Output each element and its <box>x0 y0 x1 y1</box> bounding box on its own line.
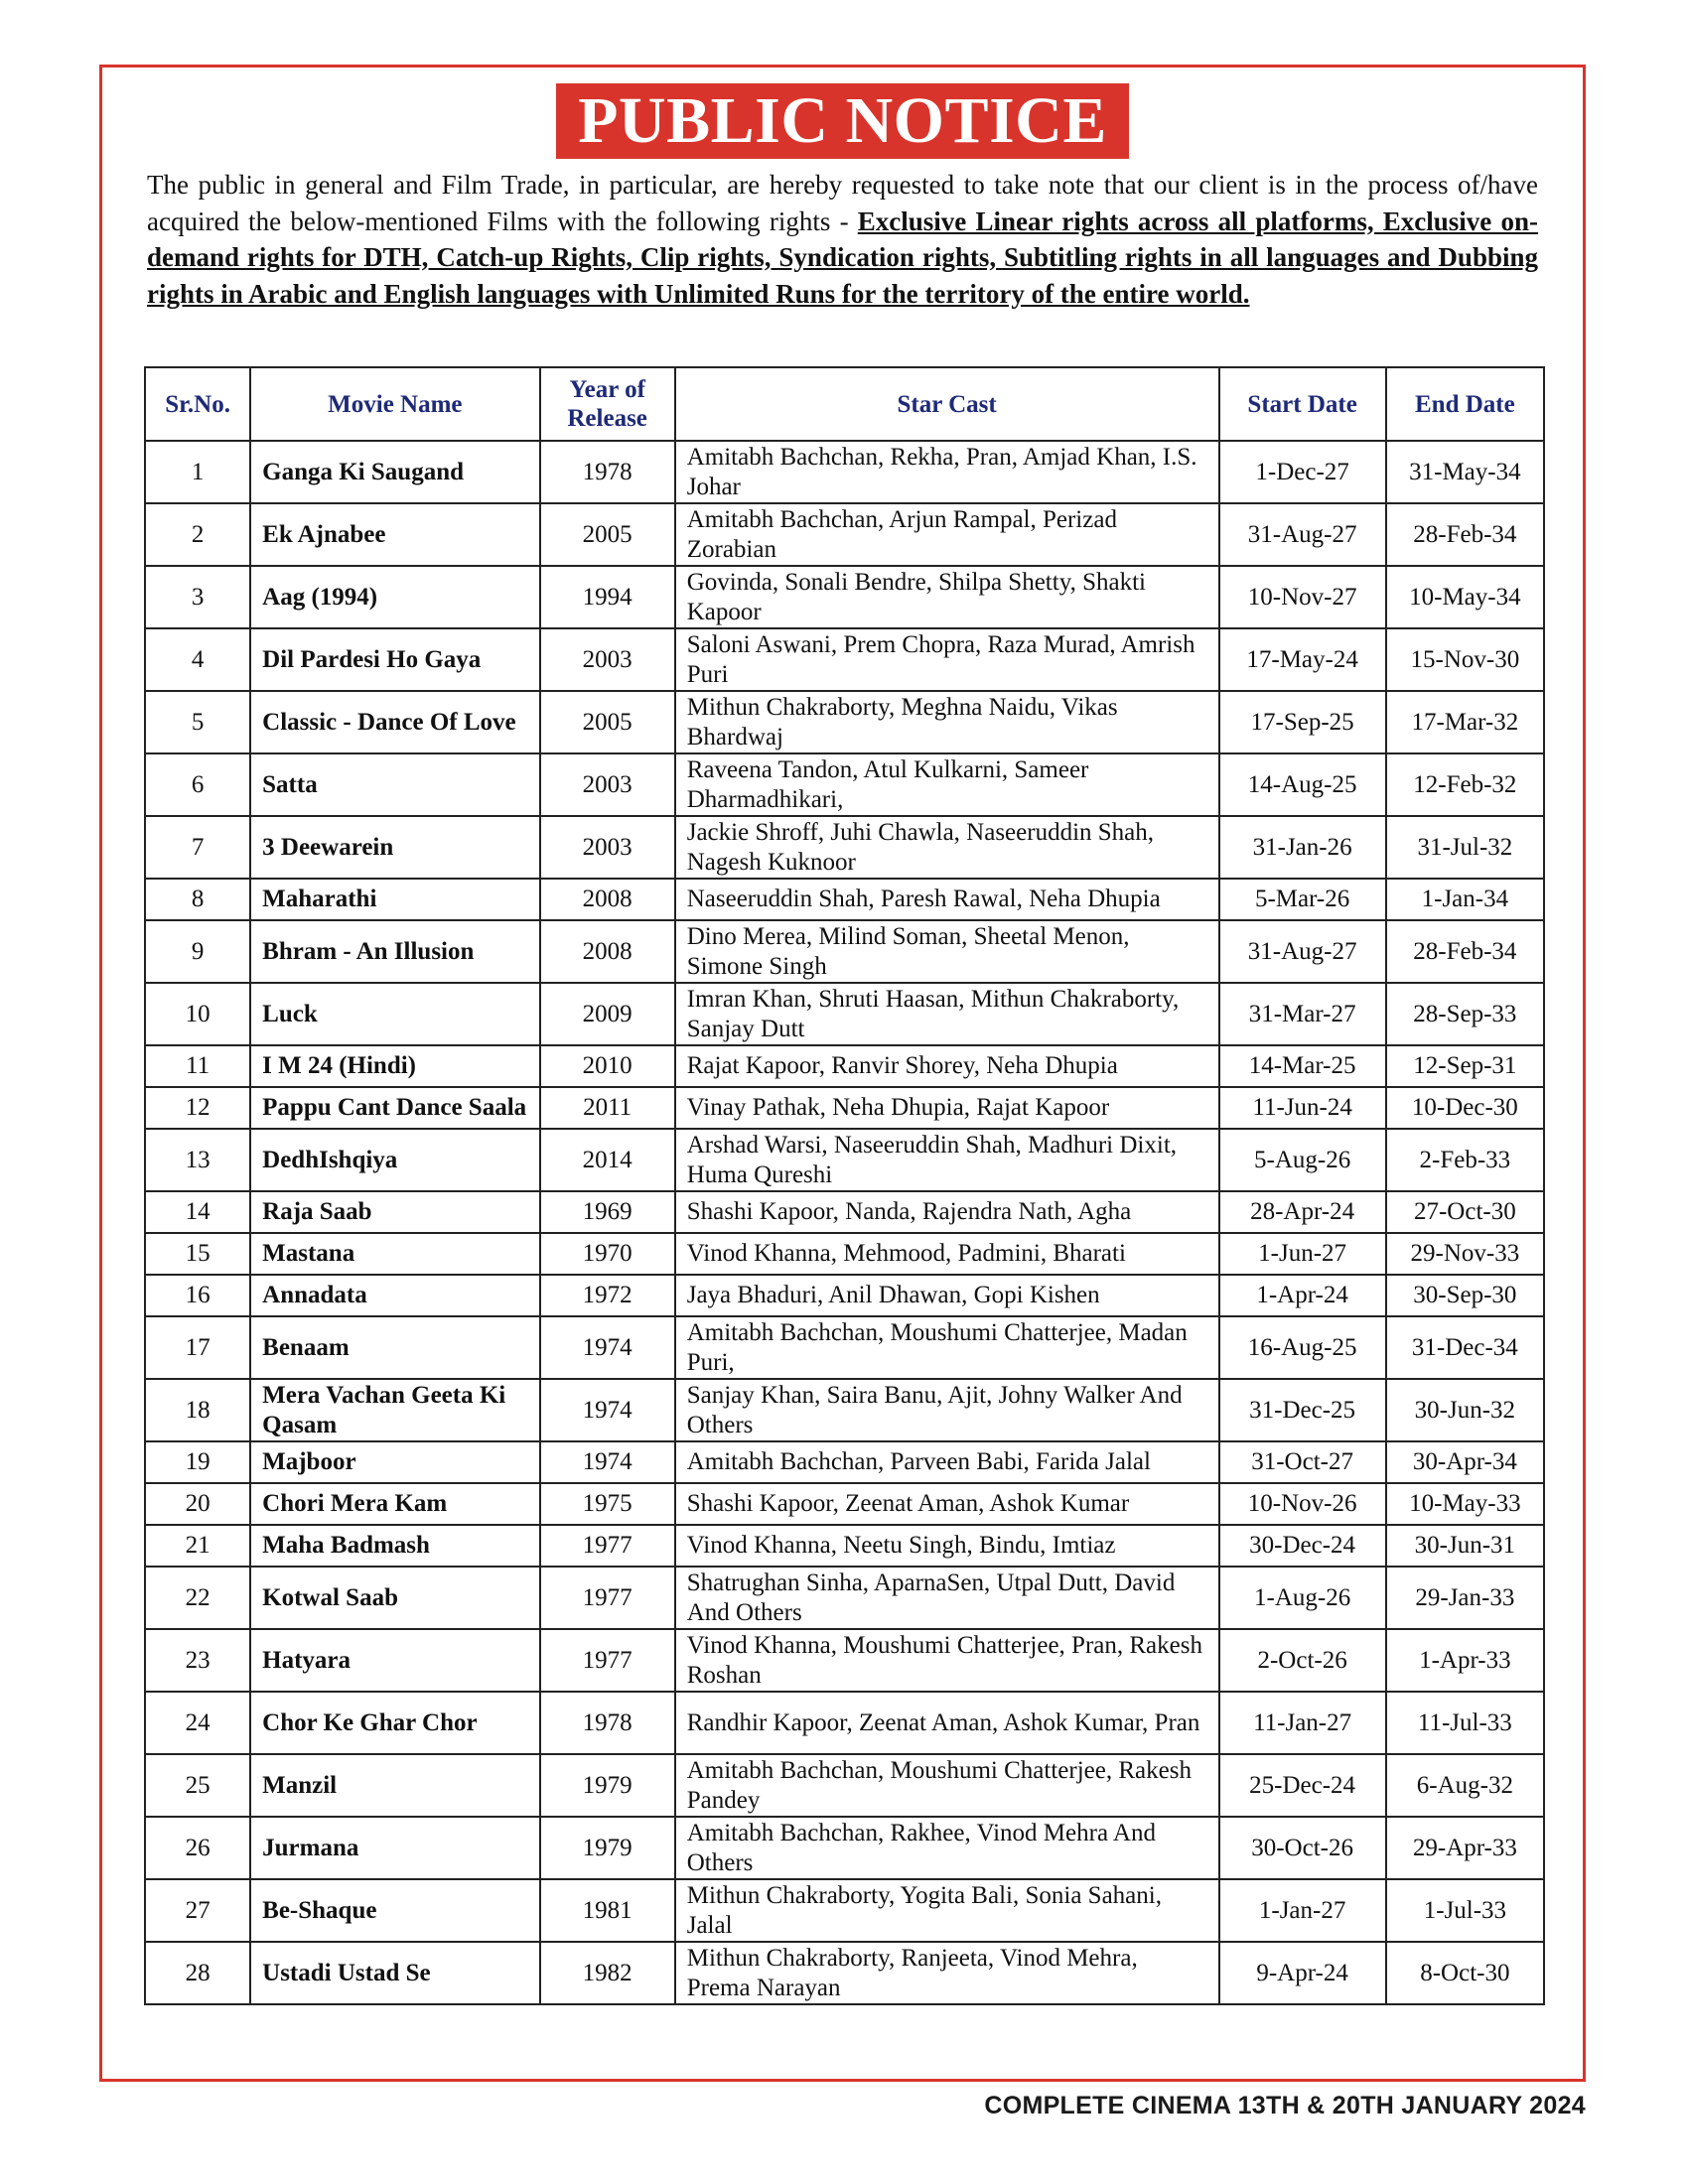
year-cell: 1981 <box>540 1879 675 1942</box>
rights-text: Exclusive Linear rights across all platforms, Exclusive on-demand rights for DTH, Catch-up Rights, Clip rights, Syndication rights, Subtitling rights in all languages and Dubbing rights in Arabic and English languages with Unlimited Runs for the territory of the entire world. <box>147 205 1539 309</box>
table-row <box>145 1045 1544 1087</box>
table-row <box>145 1879 1544 1942</box>
start-date-cell: 5-Mar-26 <box>1219 879 1386 920</box>
end-date-cell: 31-May-34 <box>1386 441 1544 503</box>
sr-no-cell: 25 <box>145 1754 250 1817</box>
star-cast-cell: Amitabh Bachchan, Parveen Babi, Farida Jalal <box>675 1441 1219 1483</box>
end-date-cell: 28-Feb-34 <box>1386 920 1544 983</box>
year-cell: 1972 <box>540 1275 675 1316</box>
sr-no-cell: 3 <box>145 566 250 628</box>
year-cell: 2003 <box>540 816 675 879</box>
year-cell: 2008 <box>540 879 675 920</box>
star-cast-cell: Jaya Bhaduri, Anil Dhawan, Gopi Kishen <box>675 1275 1219 1316</box>
start-date-cell: 1-Dec-27 <box>1219 441 1386 503</box>
star-cast-cell: Vinay Pathak, Neha Dhupia, Rajat Kapoor <box>675 1087 1219 1129</box>
star-cast-cell: Vinod Khanna, Neetu Singh, Bindu, Imtiaz <box>675 1525 1219 1567</box>
movie-name-cell: Luck <box>250 983 539 1045</box>
notice-title: PUBLIC NOTICE <box>556 83 1129 159</box>
table-row <box>145 1087 1544 1129</box>
end-date-cell: 29-Jan-33 <box>1386 1567 1544 1629</box>
sr-no-cell: 17 <box>145 1316 250 1379</box>
films-table-body <box>145 441 1544 2004</box>
header-year-of-release: Year of Release <box>540 367 675 441</box>
sr-no-cell: 24 <box>145 1692 250 1754</box>
movie-name-cell: Kotwal Saab <box>250 1567 539 1629</box>
header-movie-name: Movie Name <box>250 367 539 441</box>
year-cell: 1977 <box>540 1567 675 1629</box>
start-date-cell: 14-Mar-25 <box>1219 1045 1386 1087</box>
year-cell: 2011 <box>540 1087 675 1129</box>
sr-no-cell: 21 <box>145 1525 250 1567</box>
table-row <box>145 1692 1544 1754</box>
end-date-cell: 10-May-33 <box>1386 1483 1544 1525</box>
star-cast-cell: Vinod Khanna, Moushumi Chatterjee, Pran, Rakesh Roshan <box>675 1629 1219 1692</box>
year-cell: 1977 <box>540 1525 675 1567</box>
star-cast-cell: Govinda, Sonali Bendre, Shilpa Shetty, Shakti Kapoor <box>675 566 1219 628</box>
start-date-cell: 11-Jan-27 <box>1219 1692 1386 1754</box>
start-date-cell: 1-Jun-27 <box>1219 1233 1386 1275</box>
year-cell: 2009 <box>540 983 675 1045</box>
end-date-cell: 28-Feb-34 <box>1386 503 1544 566</box>
sr-no-cell: 23 <box>145 1629 250 1692</box>
movie-name-cell: Ganga Ki Saugand <box>250 441 539 503</box>
star-cast-cell: Shashi Kapoor, Nanda, Rajendra Nath, Agha <box>675 1191 1219 1233</box>
start-date-cell: 31-Aug-27 <box>1219 920 1386 983</box>
star-cast-cell: Mithun Chakraborty, Meghna Naidu, Vikas Bhardwaj <box>675 691 1219 753</box>
header-star-cast: Star Cast <box>675 367 1219 441</box>
end-date-cell: 12-Sep-31 <box>1386 1045 1544 1087</box>
year-cell: 1978 <box>540 1692 675 1754</box>
movie-name-cell: Mera Vachan Geeta Ki Qasam <box>250 1379 539 1441</box>
movie-name-cell: Maha Badmash <box>250 1525 539 1567</box>
star-cast-cell: Vinod Khanna, Mehmood, Padmini, Bharati <box>675 1233 1219 1275</box>
star-cast-cell: Sanjay Khan, Saira Banu, Ajit, Johny Walker And Others <box>675 1379 1219 1441</box>
start-date-cell: 9-Apr-24 <box>1219 1942 1386 2004</box>
year-cell: 2005 <box>540 503 675 566</box>
sr-no-cell: 12 <box>145 1087 250 1129</box>
start-date-cell: 28-Apr-24 <box>1219 1191 1386 1233</box>
sr-no-cell: 6 <box>145 753 250 816</box>
table-row <box>145 1817 1544 1879</box>
movie-name-cell: 3 Deewarein <box>250 816 539 879</box>
end-date-cell: 30-Apr-34 <box>1386 1441 1544 1483</box>
year-cell: 1979 <box>540 1817 675 1879</box>
start-date-cell: 11-Jun-24 <box>1219 1087 1386 1129</box>
table-row <box>145 753 1544 816</box>
table-row <box>145 1379 1544 1441</box>
sr-no-cell: 26 <box>145 1817 250 1879</box>
year-cell: 1994 <box>540 566 675 628</box>
start-date-cell: 17-May-24 <box>1219 628 1386 691</box>
start-date-cell: 10-Nov-27 <box>1219 566 1386 628</box>
start-date-cell: 31-Oct-27 <box>1219 1441 1386 1483</box>
intro-text: The public in general and Film Trade, in particular, are hereby requested to take note that our client is in the process of/have acquired the below-mentioned Films with the following rights - <box>147 170 1538 236</box>
year-cell: 1969 <box>540 1191 675 1233</box>
table-row <box>145 691 1544 753</box>
table-row <box>145 1567 1544 1629</box>
star-cast-cell: Naseeruddin Shah, Paresh Rawal, Neha Dhupia <box>675 879 1219 920</box>
movie-name-cell: Pappu Cant Dance Saala <box>250 1087 539 1129</box>
year-cell: 2010 <box>540 1045 675 1087</box>
start-date-cell: 14-Aug-25 <box>1219 753 1386 816</box>
start-date-cell: 1-Jan-27 <box>1219 1879 1386 1942</box>
start-date-cell: 5-Aug-26 <box>1219 1129 1386 1191</box>
sr-no-cell: 19 <box>145 1441 250 1483</box>
table-row <box>145 1629 1544 1692</box>
star-cast-cell: Mithun Chakraborty, Yogita Bali, Sonia Sahani, Jalal <box>675 1879 1219 1942</box>
start-date-cell: 31-Mar-27 <box>1219 983 1386 1045</box>
table-row <box>145 1525 1544 1567</box>
end-date-cell: 6-Aug-32 <box>1386 1754 1544 1817</box>
year-cell: 2014 <box>540 1129 675 1191</box>
star-cast-cell: Amitabh Bachchan, Rakhee, Vinod Mehra And Others <box>675 1817 1219 1879</box>
start-date-cell: 10-Nov-26 <box>1219 1483 1386 1525</box>
year-cell: 1974 <box>540 1441 675 1483</box>
star-cast-cell: Amitabh Bachchan, Rekha, Pran, Amjad Khan, I.S. Johar <box>675 441 1219 503</box>
sr-no-cell: 20 <box>145 1483 250 1525</box>
start-date-cell: 30-Oct-26 <box>1219 1817 1386 1879</box>
end-date-cell: 11-Jul-33 <box>1386 1692 1544 1754</box>
start-date-cell: 1-Apr-24 <box>1219 1275 1386 1316</box>
header-sr-no: Sr.No. <box>145 367 250 441</box>
publication-footer: COMPLETE CINEMA 13TH & 20TH JANUARY 2024 <box>984 2092 1586 2119</box>
start-date-cell: 2-Oct-26 <box>1219 1629 1386 1692</box>
sr-no-cell: 16 <box>145 1275 250 1316</box>
movie-name-cell: Aag (1994) <box>250 566 539 628</box>
star-cast-cell: Imran Khan, Shruti Haasan, Mithun Chakraborty, Sanjay Dutt <box>675 983 1219 1045</box>
end-date-cell: 17-Mar-32 <box>1386 691 1544 753</box>
table-row <box>145 1191 1544 1233</box>
end-date-cell: 15-Nov-30 <box>1386 628 1544 691</box>
end-date-cell: 30-Sep-30 <box>1386 1275 1544 1316</box>
end-date-cell: 30-Jun-32 <box>1386 1379 1544 1441</box>
start-date-cell: 31-Dec-25 <box>1219 1379 1386 1441</box>
movie-name-cell: Jurmana <box>250 1817 539 1879</box>
sr-no-cell: 22 <box>145 1567 250 1629</box>
sr-no-cell: 15 <box>145 1233 250 1275</box>
intro-paragraph <box>147 167 1538 312</box>
movie-name-cell: DedhIshqiya <box>250 1129 539 1191</box>
year-cell: 2005 <box>540 691 675 753</box>
movie-name-cell: Majboor <box>250 1441 539 1483</box>
star-cast-cell: Amitabh Bachchan, Moushumi Chatterjee, Madan Puri, <box>675 1316 1219 1379</box>
start-date-cell: 17-Sep-25 <box>1219 691 1386 753</box>
sr-no-cell: 4 <box>145 628 250 691</box>
movie-name-cell: Satta <box>250 753 539 816</box>
star-cast-cell: Raveena Tandon, Atul Kulkarni, Sameer Dharmadhikari, <box>675 753 1219 816</box>
end-date-cell: 29-Nov-33 <box>1386 1233 1544 1275</box>
year-cell: 2003 <box>540 753 675 816</box>
start-date-cell: 25-Dec-24 <box>1219 1754 1386 1817</box>
sr-no-cell: 10 <box>145 983 250 1045</box>
table-row <box>145 983 1544 1045</box>
films-table <box>144 366 1545 2005</box>
year-cell: 2003 <box>540 628 675 691</box>
movie-name-cell: Mastana <box>250 1233 539 1275</box>
end-date-cell: 12-Feb-32 <box>1386 753 1544 816</box>
end-date-cell: 2-Feb-33 <box>1386 1129 1544 1191</box>
sr-no-cell: 5 <box>145 691 250 753</box>
movie-name-cell: Dil Pardesi Ho Gaya <box>250 628 539 691</box>
year-cell: 1977 <box>540 1629 675 1692</box>
movie-name-cell: Annadata <box>250 1275 539 1316</box>
star-cast-cell: Rajat Kapoor, Ranvir Shorey, Neha Dhupia <box>675 1045 1219 1087</box>
table-row <box>145 1754 1544 1817</box>
movie-name-cell: I M 24 (Hindi) <box>250 1045 539 1087</box>
year-cell: 1975 <box>540 1483 675 1525</box>
star-cast-cell: Jackie Shroff, Juhi Chawla, Naseeruddin Shah, Nagesh Kuknoor <box>675 816 1219 879</box>
year-cell: 1970 <box>540 1233 675 1275</box>
end-date-cell: 31-Jul-32 <box>1386 816 1544 879</box>
table-row <box>145 920 1544 983</box>
start-date-cell: 31-Aug-27 <box>1219 503 1386 566</box>
end-date-cell: 8-Oct-30 <box>1386 1942 1544 2004</box>
sr-no-cell: 13 <box>145 1129 250 1191</box>
star-cast-cell: Saloni Aswani, Prem Chopra, Raza Murad, Amrish Puri <box>675 628 1219 691</box>
table-row <box>145 816 1544 879</box>
sr-no-cell: 14 <box>145 1191 250 1233</box>
end-date-cell: 28-Sep-33 <box>1386 983 1544 1045</box>
end-date-cell: 1-Jul-33 <box>1386 1879 1544 1942</box>
table-row <box>145 1275 1544 1316</box>
table-row <box>145 879 1544 920</box>
movie-name-cell: Benaam <box>250 1316 539 1379</box>
table-row <box>145 503 1544 566</box>
sr-no-cell: 7 <box>145 816 250 879</box>
sr-no-cell: 2 <box>145 503 250 566</box>
table-row <box>145 1233 1544 1275</box>
table-row <box>145 441 1544 503</box>
header-start-date: Start Date <box>1219 367 1386 441</box>
start-date-cell: 31-Jan-26 <box>1219 816 1386 879</box>
movie-name-cell: Ek Ajnabee <box>250 503 539 566</box>
star-cast-cell: Arshad Warsi, Naseeruddin Shah, Madhuri Dixit, Huma Qureshi <box>675 1129 1219 1191</box>
star-cast-cell: Mithun Chakraborty, Ranjeeta, Vinod Mehra, Prema Narayan <box>675 1942 1219 2004</box>
sr-no-cell: 8 <box>145 879 250 920</box>
sr-no-cell: 9 <box>145 920 250 983</box>
table-row <box>145 566 1544 628</box>
table-row <box>145 1129 1544 1191</box>
year-cell: 1982 <box>540 1942 675 2004</box>
star-cast-cell: Dino Merea, Milind Soman, Sheetal Menon, Simone Singh <box>675 920 1219 983</box>
sr-no-cell: 27 <box>145 1879 250 1942</box>
sr-no-cell: 28 <box>145 1942 250 2004</box>
year-cell: 2008 <box>540 920 675 983</box>
movie-name-cell: Manzil <box>250 1754 539 1817</box>
header-end-date: End Date <box>1386 367 1544 441</box>
star-cast-cell: Shashi Kapoor, Zeenat Aman, Ashok Kumar <box>675 1483 1219 1525</box>
movie-name-cell: Be-Shaque <box>250 1879 539 1942</box>
year-cell: 1979 <box>540 1754 675 1817</box>
table-row <box>145 1316 1544 1379</box>
start-date-cell: 16-Aug-25 <box>1219 1316 1386 1379</box>
star-cast-cell: Shatrughan Sinha, AparnaSen, Utpal Dutt, David And Others <box>675 1567 1219 1629</box>
sr-no-cell: 11 <box>145 1045 250 1087</box>
table-row <box>145 1441 1544 1483</box>
year-cell: 1978 <box>540 441 675 503</box>
end-date-cell: 29-Apr-33 <box>1386 1817 1544 1879</box>
end-date-cell: 10-May-34 <box>1386 566 1544 628</box>
star-cast-cell: Amitabh Bachchan, Arjun Rampal, Perizad Zorabian <box>675 503 1219 566</box>
movie-name-cell: Raja Saab <box>250 1191 539 1233</box>
start-date-cell: 1-Aug-26 <box>1219 1567 1386 1629</box>
title-wrap <box>102 83 1583 159</box>
sr-no-cell: 18 <box>145 1379 250 1441</box>
movie-name-cell: Ustadi Ustad Se <box>250 1942 539 2004</box>
end-date-cell: 30-Jun-31 <box>1386 1525 1544 1567</box>
end-date-cell: 1-Apr-33 <box>1386 1629 1544 1692</box>
end-date-cell: 27-Oct-30 <box>1386 1191 1544 1233</box>
star-cast-cell: Amitabh Bachchan, Moushumi Chatterjee, Rakesh Pandey <box>675 1754 1219 1817</box>
table-row <box>145 1942 1544 2004</box>
end-date-cell: 10-Dec-30 <box>1386 1087 1544 1129</box>
movie-name-cell: Classic - Dance Of Love <box>250 691 539 753</box>
end-date-cell: 31-Dec-34 <box>1386 1316 1544 1379</box>
table-row <box>145 1483 1544 1525</box>
movie-name-cell: Maharathi <box>250 879 539 920</box>
movie-name-cell: Chori Mera Kam <box>250 1483 539 1525</box>
notice-frame <box>99 65 1586 2082</box>
table-header-row <box>145 367 1544 441</box>
movie-name-cell: Hatyara <box>250 1629 539 1692</box>
star-cast-cell: Randhir Kapoor, Zeenat Aman, Ashok Kumar, Pran <box>675 1692 1219 1754</box>
end-date-cell: 1-Jan-34 <box>1386 879 1544 920</box>
sr-no-cell: 1 <box>145 441 250 503</box>
start-date-cell: 30-Dec-24 <box>1219 1525 1386 1567</box>
year-cell: 1974 <box>540 1379 675 1441</box>
table-row <box>145 628 1544 691</box>
year-cell: 1974 <box>540 1316 675 1379</box>
movie-name-cell: Bhram - An Illusion <box>250 920 539 983</box>
movie-name-cell: Chor Ke Ghar Chor <box>250 1692 539 1754</box>
